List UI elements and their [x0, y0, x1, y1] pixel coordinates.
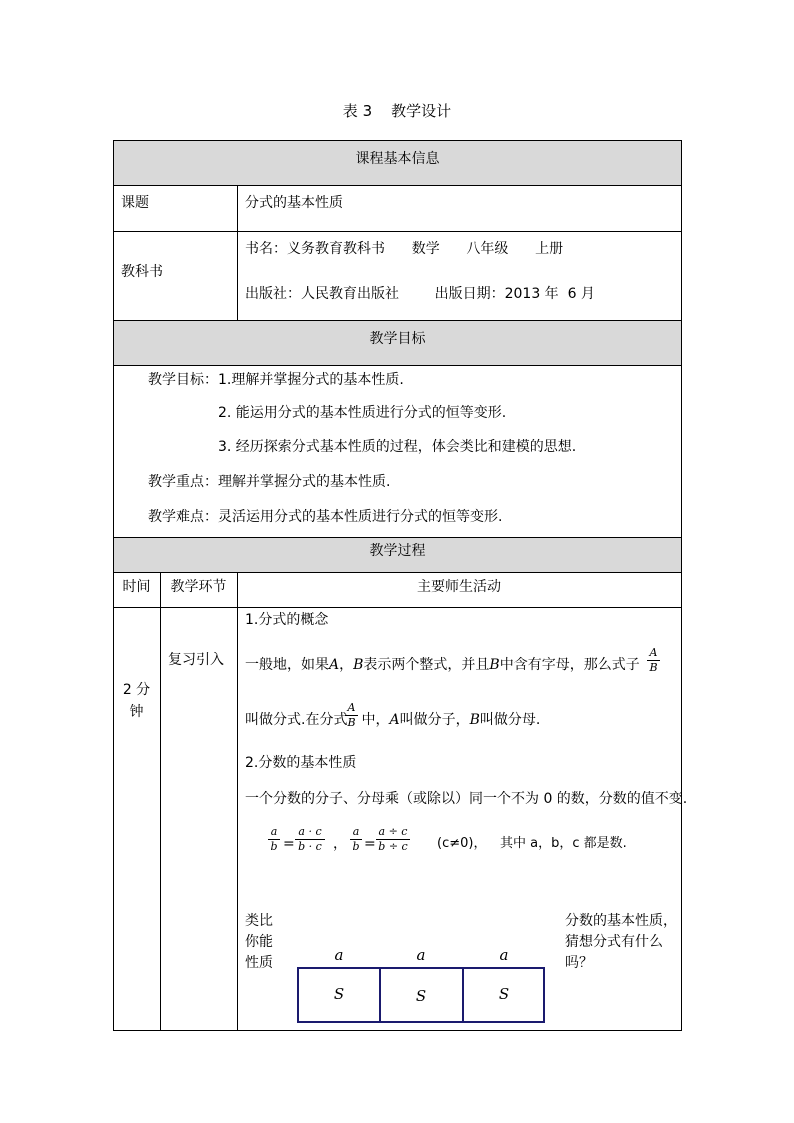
- analogy-right-2: 猜想分式有什么: [565, 934, 663, 950]
- property-title: 2.分数的基本性质: [245, 755, 357, 771]
- table-border: [113, 537, 682, 538]
- formula-a-over-b-2: a b: [350, 826, 362, 853]
- table-border: [113, 320, 682, 321]
- column-header-stage: 教学环节: [170, 579, 227, 595]
- topic-label: 课题: [121, 195, 149, 211]
- segment-label-a-1: a: [334, 946, 344, 964]
- section-header-goals: 教学目标: [369, 331, 426, 347]
- publisher-line: 出版社：人民教育出版社 出版日期：2013 年 6 月: [245, 286, 595, 302]
- key-point: 教学重点：理解并掌握分式的基本性质.: [148, 474, 391, 490]
- concept-line-2: 叫做分式.在分式 中，A叫做分子，B叫做分母.: [245, 712, 541, 728]
- column-header-activity: 主要师生活动: [417, 579, 501, 595]
- segment-label-a-3: a: [499, 946, 509, 964]
- segment-cell-s-2: S: [415, 987, 427, 1005]
- table-border: [113, 185, 682, 186]
- table-border: [237, 185, 238, 321]
- table-border: [113, 231, 682, 232]
- formula-divide-fraction: a ÷ c b ÷ c: [376, 826, 410, 853]
- formula-tail: 其中 a，b，c 都是数.: [500, 836, 627, 851]
- table-border: [237, 572, 238, 1031]
- segment-label-a-2: a: [416, 946, 426, 964]
- table-border: [113, 572, 682, 573]
- formula-equals-2: =: [364, 836, 376, 852]
- difficulty: 教学难点：灵活运用分式的基本性质进行分式的恒等变形.: [148, 509, 503, 525]
- analogy-right-3: 吗？: [565, 955, 593, 971]
- analogy-left-2: 你能: [245, 934, 273, 950]
- book-line: 书名：义务教育教科书 数学 八年级 上册: [245, 241, 564, 257]
- section-header-basic-info: 课程基本信息: [355, 151, 440, 167]
- concept-title: 1.分式的概念: [245, 612, 329, 628]
- formula-a-over-b-1: a b: [268, 826, 280, 853]
- section-header-process: 教学过程: [369, 543, 426, 559]
- time-value: 2 分 钟: [122, 682, 151, 720]
- goal-3: 3. 经历探索分式基本性质的过程，体会类比和建模的思想.: [218, 439, 577, 455]
- table-border: [113, 1030, 682, 1031]
- formula-condition: (c≠0)，: [437, 836, 487, 851]
- table-border: [113, 607, 682, 608]
- analogy-left-1: 类比: [245, 913, 273, 929]
- fraction-a-over-b: A B: [647, 647, 660, 674]
- table-border: [681, 140, 682, 1031]
- segment-cell-s-1: S: [333, 985, 345, 1003]
- page-title: 表 3 教学设计: [342, 102, 452, 120]
- table-border: [113, 365, 682, 366]
- segment-cell-s-3: S: [498, 985, 510, 1003]
- stage-value: 复习引入: [168, 652, 224, 668]
- goal-2: 2. 能运用分式的基本性质进行分式的恒等变形.: [218, 405, 507, 421]
- formula-separator: ，: [333, 836, 347, 852]
- table-border: [160, 572, 161, 1031]
- textbook-label: 教科书: [121, 264, 163, 280]
- property-text: 一个分数的分子、分母乘（或除以）同一个不为 0 的数，分数的值不变.: [245, 791, 688, 807]
- table-border: [113, 140, 682, 141]
- analogy-right-1: 分数的基本性质，: [565, 913, 677, 929]
- column-header-time: 时间: [122, 579, 151, 595]
- formula-multiply-fraction: a · c b · c: [295, 826, 325, 853]
- goal-1: 教学目标：1.理解并掌握分式的基本性质.: [148, 372, 404, 388]
- fraction-a-over-b-inline: A B: [345, 702, 358, 729]
- concept-line-1: 一般地，如果A，B表示两个整式，并且B中含有字母，那么式子: [245, 657, 640, 673]
- analogy-left-3: 性质: [245, 955, 273, 971]
- formula-equals-1: =: [283, 836, 295, 852]
- topic-value: 分式的基本性质: [245, 195, 343, 211]
